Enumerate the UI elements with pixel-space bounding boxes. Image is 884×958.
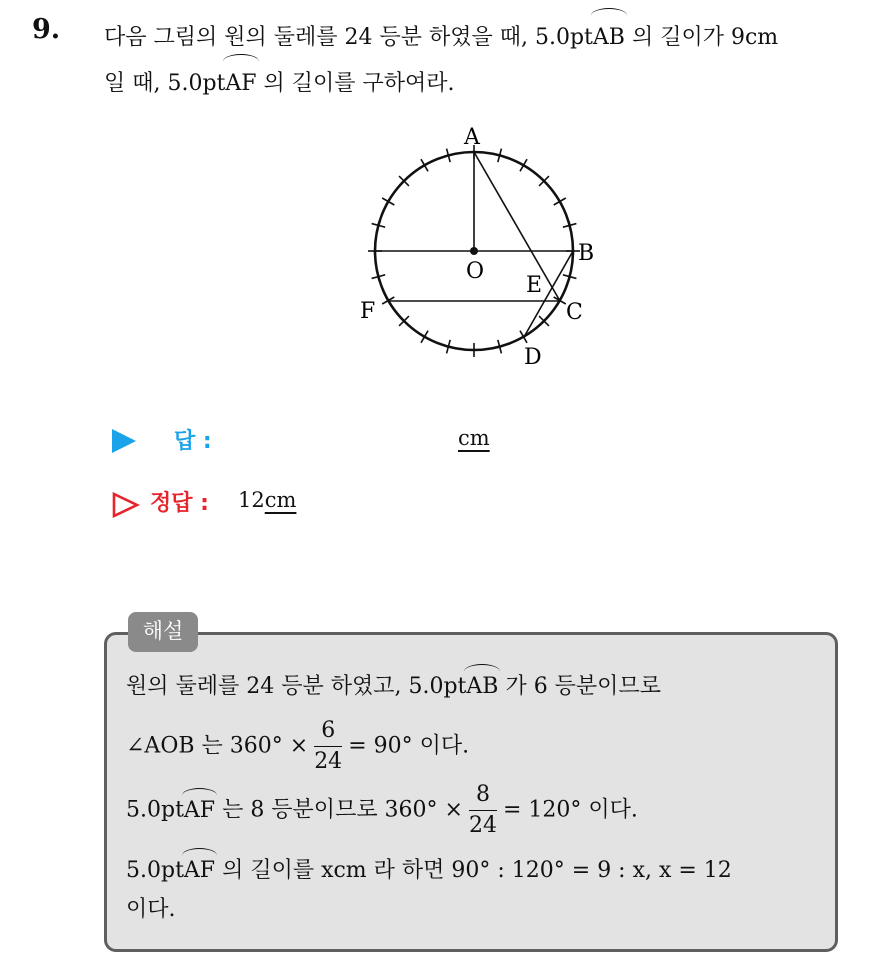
answer-unit: cm — [458, 426, 490, 450]
play-triangle-icon — [112, 429, 136, 453]
label-e: E — [526, 273, 543, 298]
center-point — [470, 247, 478, 255]
answer-label: 답 : — [174, 429, 212, 454]
label-o: O — [466, 259, 485, 284]
question-number: 9. — [32, 14, 61, 45]
question-text — [104, 12, 864, 104]
label-d: D — [524, 345, 542, 370]
answer-row — [112, 424, 612, 460]
label-c: C — [566, 300, 583, 325]
label-a: A — [464, 125, 480, 150]
solution-line-5: 이다. — [126, 897, 176, 922]
question-line-2: 일 때, 5.0ptAF 의 길이를 구하여라. — [104, 58, 864, 104]
circle-figure — [340, 118, 620, 378]
label-b: B — [578, 241, 595, 266]
arc-af-notation: AF — [225, 58, 256, 104]
solution-line-1: 원의 둘레를 24 등분 하였고, 5.0ptAB 가 6 등분이므로 — [126, 668, 661, 700]
label-f: F — [360, 299, 376, 324]
arc-ab-notation: AB — [593, 12, 625, 58]
solution-line-2: ∠AOB 는 360° × $\frac{6}{24}$ = 90° 이다. — [126, 716, 469, 777]
fraction-8-24: $\frac{8}{24}$ — [468, 782, 497, 838]
correct-label: 정답 : — [150, 491, 209, 516]
solution-line-3: 5.0ptAF 는 8 등분이므로 360° × $\frac{8}{24}$ = 120° 이다. — [126, 780, 638, 841]
solution-arc-af-2: AF — [184, 852, 215, 883]
solution-arc-af: AF — [184, 792, 215, 823]
correct-unit: cm — [264, 488, 297, 512]
question-line-1: 다음 그림의 원의 둘레를 24 등분 하였을 때, 5.0ptAB 의 길이가 9cm — [104, 12, 864, 58]
chord-ac — [474, 152, 560, 301]
fraction-6-24: $\frac{6}{24}$ — [314, 718, 343, 774]
solution-line-4: 5.0ptAF 의 길이를 xcm 라 하면 90° : 120° = 9 : x, x = 12 — [126, 852, 732, 884]
solution-tag: 해설 — [128, 612, 198, 652]
correct-answer-row — [110, 486, 610, 522]
outline-triangle-icon — [112, 492, 140, 518]
solution-arc-ab: AB — [466, 668, 498, 699]
correct-value: 12cm — [238, 488, 297, 512]
